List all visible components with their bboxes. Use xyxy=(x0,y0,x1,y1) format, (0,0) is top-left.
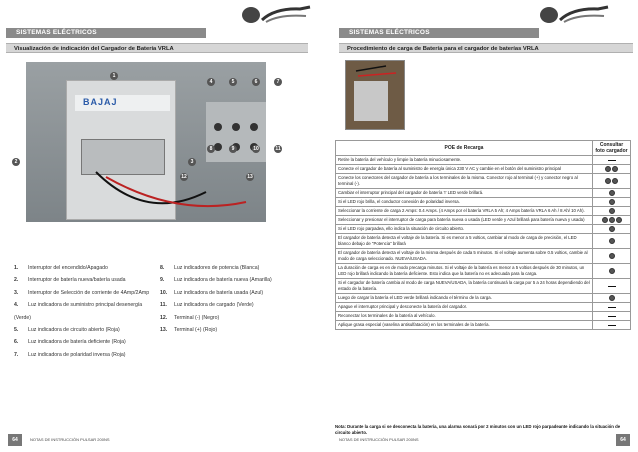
table-header: Consultar foto cargador xyxy=(593,141,631,156)
legend-item: 1. Interruptor del encendido/Apagado xyxy=(14,265,108,271)
callout-12: 12 xyxy=(181,174,187,180)
table-row: El cargador de batería detecta el voltaje de la misma después de cada 5 minutos. Si el voltaje aumenta sobre 0.5 voltios, cambie al modo de carga seleccionado. NUEVA/USADA. xyxy=(336,249,631,264)
charger-brand: BAJAJ xyxy=(83,97,118,107)
callout-5: 5 xyxy=(229,78,237,86)
table-row: Retire la batería del vehículo y limpie la batería minuciosamente. xyxy=(336,156,631,165)
legend-item: 6. Luz indicadora de batería deficiente (Roja) xyxy=(14,339,126,346)
dash-icon xyxy=(608,325,616,326)
dash-icon xyxy=(608,160,616,161)
procedure-table xyxy=(335,140,631,330)
page-number: 64 xyxy=(616,434,630,446)
table-row: Conecte los conectores del cargador de batería a los terminales de la misma. Conector rojo al terminal (+) y conector negro al terminal (-). xyxy=(336,174,631,189)
dash-icon xyxy=(608,286,616,287)
legend-item: 7. Luz indicadora de polaridad inversa (Roja) xyxy=(14,351,126,358)
callout-3: 3 xyxy=(188,158,196,166)
table-row: Si el cargador de batería cambia al modo de carga NUEVA/USADA, la batería continuará la carga por 5 a 24 horas dependiendo del estado de la batería. xyxy=(336,279,631,294)
legend-item: 9. Luz indicadora de batería nueva (Amarilla) xyxy=(160,277,272,284)
led-icon xyxy=(609,217,615,223)
callout-13: 13 xyxy=(247,174,253,180)
led-icon xyxy=(612,178,618,184)
legend-item: 2. Interruptor de batería nueva/batería usada xyxy=(14,277,126,284)
led-icon xyxy=(616,217,622,223)
legend-item: 4. Luz indicadora de suministro principal desenergía (Verde) xyxy=(14,302,143,321)
led-icon xyxy=(609,238,615,244)
led-icon xyxy=(609,199,615,205)
pulsar-logo xyxy=(538,4,610,26)
table-row: Conecte el cargador de batería al suministro de energía única 230 V AC y cambie en el botón del suministro principal xyxy=(336,165,631,174)
charging-photo xyxy=(345,60,405,130)
section-title: SISTEMAS ELÉCTRICOS xyxy=(6,28,206,38)
led-icon xyxy=(609,208,615,214)
table-row: Apague el interruptor principal y desconecte la batería del cargador. xyxy=(336,303,631,312)
page-footer: NOTAS DE INSTRUCCIÓN PULSAR 200NS xyxy=(339,437,419,442)
table-row: Seleccionar la corriente de carga 2 Amps: 0.4 Amps. (4 Amps por el batería VRLA 5 Ah; 4 Amps batería VRLA 6 Ah / 8 Ah/ 10 Ah). xyxy=(336,207,631,216)
led-icon xyxy=(609,190,615,196)
legend-item: 12. Terminal (-) (Negro) xyxy=(160,314,220,321)
led-icon xyxy=(609,226,615,232)
legend-item: 10. Luz indicadora de batería usada (Azul) xyxy=(160,289,264,296)
legend-item: 11. Luz indicadora de cargado (Verde) xyxy=(160,302,254,309)
table-row: Luego de cargar la batería el LED verde brillará indicando el término de la carga. xyxy=(336,294,631,303)
table-row: El cargador de batería detecta el voltaje de la batería. Si es menor a 5 voltios, cambiar al modo de carga de precisión, el LED blanco debajo de "Potencia" brillará xyxy=(336,234,631,249)
table-row: Reconectar los terminales de la batería al vehículo. xyxy=(336,312,631,321)
callout-9: 9 xyxy=(229,145,237,153)
dash-icon xyxy=(608,316,616,317)
table-row: Cambiar el interruptor principal del cargador de batería 'I' LED verde brillará. xyxy=(336,189,631,198)
callout-4: 4 xyxy=(207,78,215,86)
callout-1: 1 xyxy=(110,72,118,80)
table-row: Aplique grasa especial (vaselina antisulfatación) en los terminales de la batería. xyxy=(336,321,631,330)
led-icon xyxy=(605,178,611,184)
callout-11: 11 xyxy=(275,146,281,152)
legend-item: 3. Interruptor de Selección de corriente de 4Amp/2Amp xyxy=(14,289,150,296)
pulsar-logo xyxy=(240,4,312,26)
section-subtitle: Visualización de indicación del Cargador de Batería VRLA xyxy=(6,43,308,53)
section-title: SISTEMAS ELÉCTRICOS xyxy=(339,28,539,38)
table-row: Seleccionar y presionar el interruptor de carga para batería nueva o usada (LED verde y Azul brillará para batería nueva y usada) xyxy=(336,216,631,225)
charger-photo xyxy=(26,62,266,222)
led-icon xyxy=(609,253,615,259)
led-icon xyxy=(612,166,618,172)
led-icon xyxy=(602,217,608,223)
table-header: POE de Recarga xyxy=(336,141,593,156)
callout-6: 6 xyxy=(252,78,260,86)
legend-item: 5. Luz indicadora de circuito abierto (Roja) xyxy=(14,327,120,334)
led-icon xyxy=(609,295,615,301)
table-row: La duración de carga es en de modo precarga minutos. Si el voltaje de la batería es menor a 5 voltios después de 30 minutos, un LED rojo brillará indicando la batería deficiente. Esto indica que la batería no es adecuada para la carga. xyxy=(336,264,631,279)
page-number: 64 xyxy=(8,434,22,446)
callout-8: 8 xyxy=(207,145,215,153)
led-icon xyxy=(609,268,615,274)
legend-col-1 xyxy=(14,262,154,361)
led-icon xyxy=(605,166,611,172)
legend-item: 13. Terminal (+) (Rojo) xyxy=(160,327,218,334)
table-row: Si el LED rojo brilla, el conductor conexión de polaridad inversa. xyxy=(336,198,631,207)
dash-icon xyxy=(608,307,616,308)
legend-item: 8. Luz indicadores de potencia (Blanca) xyxy=(160,265,260,271)
page-footer: NOTAS DE INSTRUCCIÓN PULSAR 200NS xyxy=(30,437,110,442)
legend-col-2 xyxy=(160,262,310,336)
table-row: Si el LED rojo parpadea, ello indica la situación de circuito abierto. xyxy=(336,225,631,234)
callout-7: 7 xyxy=(274,78,282,86)
note: Nota: Durante la carga si se desconecta la batería, una alarma sonará por 2 minutos con un LED rojo parpadeante indicando la situación de circuito abierto. xyxy=(335,424,621,435)
callout-2: 2 xyxy=(12,158,20,166)
section-subtitle: Procedimiento de carga de Batería para el cargador de baterías VRLA xyxy=(339,43,633,53)
callout-10: 10 xyxy=(253,146,259,152)
charger-cables xyxy=(86,162,266,222)
